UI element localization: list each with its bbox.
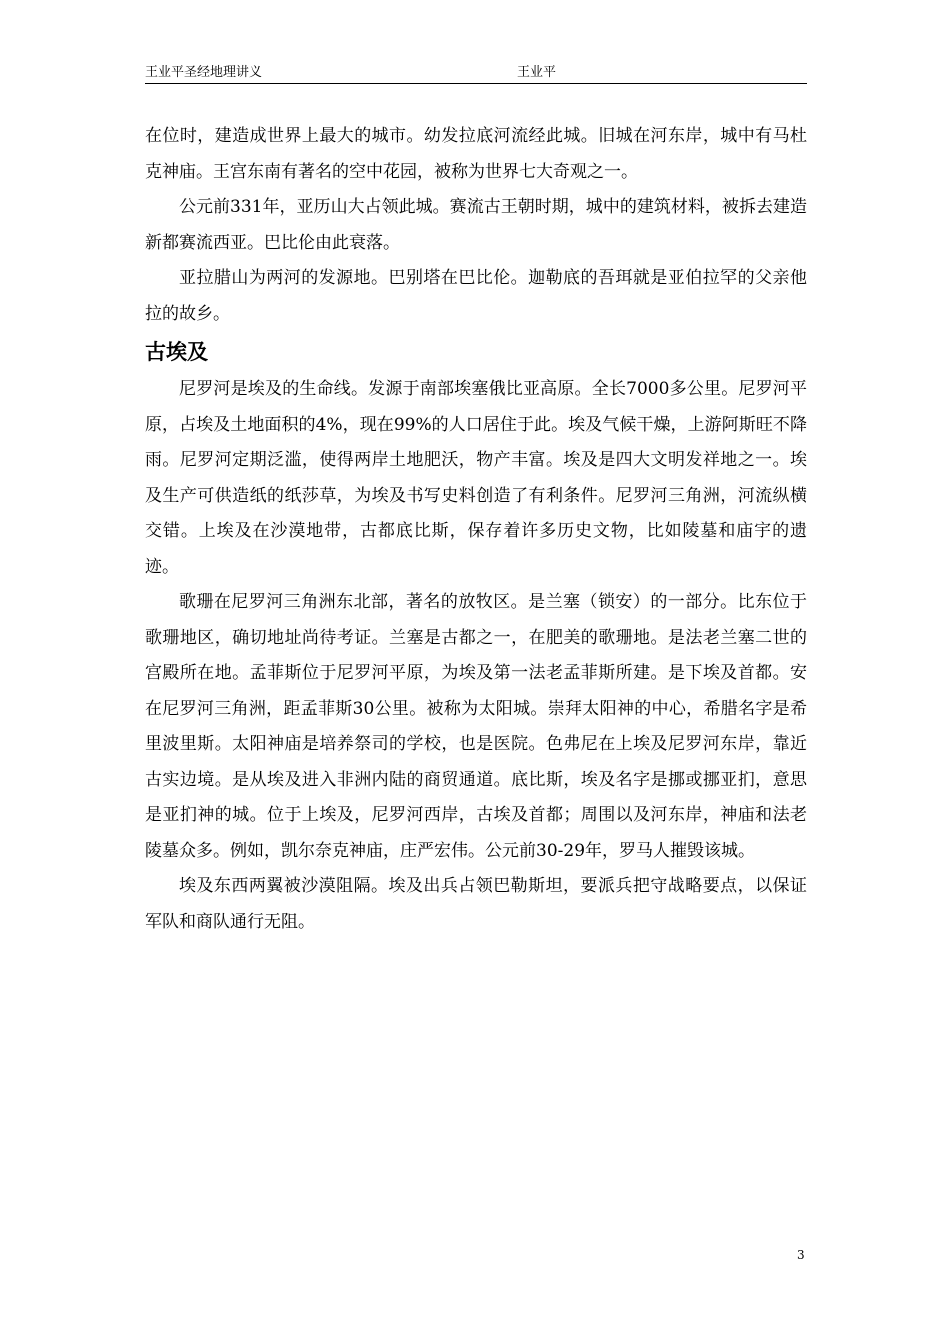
paragraph-egypt-borders: 埃及东西两翼被沙漠阻隔。埃及出兵占领巴勒斯坦，要派兵把守战略要点，以保证军队和商队通行无阻。 <box>145 876 807 932</box>
paragraph-goshen: 歌珊在尼罗河三角洲东北部，著名的放牧区。是兰塞（锁安）的一部分。比东位于歌珊地区，确切地址尚待考证。兰塞是古都之一，在肥美的歌珊地。是法老兰塞二世的宫殿所在地。孟菲斯位于尼罗河平原，为埃及第一法老孟菲斯所建。是下埃及首都。安在尼罗河三角洲，距孟菲斯30公里。被称为太阳城。崇拜太阳神的中心，希腊名字是希里波里斯。太阳神庙是培养祭司的学校，也是医院。色弗尼在上埃及尼罗河东岸，靠近古实边境。是从埃及进入非洲内陆的商贸通道。底比斯，埃及名字是挪或挪亚扪，意思是亚扪神的城。位于上埃及，尼罗河西岸，古埃及首都；周围以及河东岸，神庙和法老陵墓众多。例如，凯尔奈克神庙，庄严宏伟。公元前30-29年，罗马人摧毁该城。 <box>145 592 807 861</box>
header-author: 王业平 <box>517 65 557 80</box>
page-number: 3 <box>797 1248 805 1262</box>
page-header <box>145 63 807 84</box>
header-title: 王业平圣经地理讲义 <box>145 65 263 80</box>
paragraph-ararat: 亚拉腊山为两河的发源地。巴别塔在巴比伦。迦勒底的吾珥就是亚伯拉罕的父亲他拉的故乡。 <box>145 268 807 324</box>
paragraph-babylon-continued: 在位时，建造成世界上最大的城市。幼发拉底河流经此城。旧城在河东岸，城中有马杜克神庙。王宫东南有著名的空中花园，被称为世界七大奇观之一。 <box>145 126 807 182</box>
paragraph-alexander: 公元前331年，亚历山大占领此城。赛流古王朝时期，城中的建筑材料，被拆去建造新都赛流西亚。巴比伦由此衰落。 <box>145 197 807 253</box>
document-body <box>145 119 807 940</box>
paragraph-nile: 尼罗河是埃及的生命线。发源于南部埃塞俄比亚高原。全长7000多公里。尼罗河平原，占埃及土地面积的4%，现在99%的人口居住于此。埃及气候干燥，上游阿斯旺不降雨。尼罗河定期泛滥，使得两岸土地肥沃，物产丰富。埃及是四大文明发祥地之一。埃及生产可供造纸的纸莎草，为埃及书写史料创造了有利条件。尼罗河三角洲，河流纵横交错。上埃及在沙漠地带，古都底比斯，保存着许多历史文物，比如陵墓和庙宇的遗迹。 <box>145 379 807 577</box>
section-heading-ancient-egypt: 古埃及 <box>145 340 208 364</box>
